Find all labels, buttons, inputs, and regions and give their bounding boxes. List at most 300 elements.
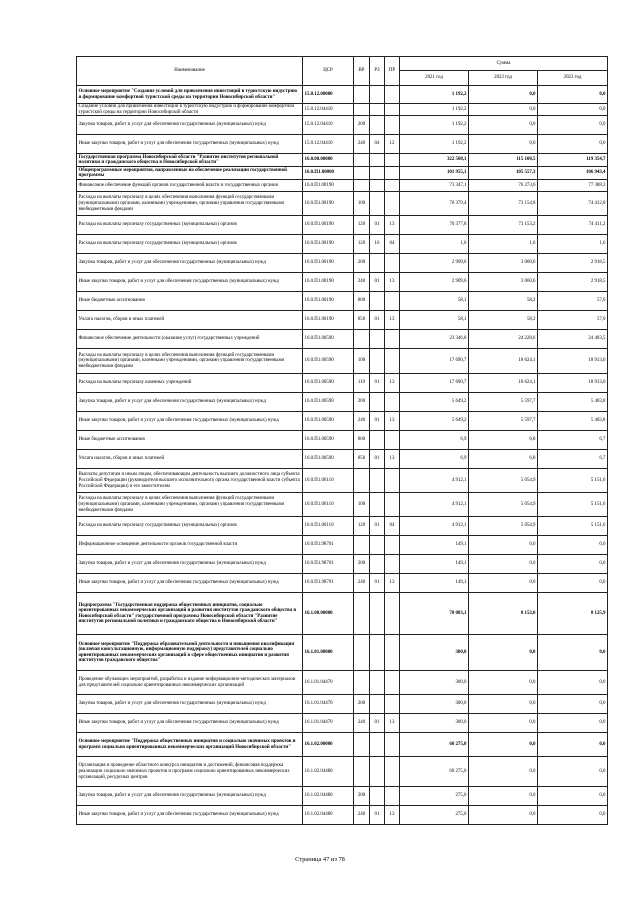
table-row [77, 517, 608, 536]
row-name: Создание условий для привлечения инвестиций в туристскую индустрию и формирование комфортной туристской среды на территории Новосибирской области [77, 104, 303, 116]
row-sum-2022: 5 054,9 [469, 469, 538, 493]
row-sum-2022: 105 557,3 [469, 167, 538, 180]
row-vr: 200 [354, 555, 370, 574]
row-csr: 16.0.П1.00190 [303, 292, 354, 311]
row-pr: 04 [385, 235, 400, 254]
row-csr: 16.1.01.00000 [303, 635, 354, 671]
row-vr: 200 [354, 787, 370, 806]
row-name: Закупка товаров, работ и услуг для обеспечения государственных (муниципальных) нужд [77, 254, 303, 273]
row-sum-2022: 5 597,7 [469, 412, 538, 431]
row-sum-2021: 1 192,2 [400, 86, 469, 104]
table-row [77, 135, 608, 154]
row-pr [385, 787, 400, 806]
row-name: Организация и проведение областного конкурса инициатив и достижений, финансовая поддержка реализации социально значимых проектов и программ социально ориентированных некоммерческих организаций, ресурсных центров [77, 757, 303, 787]
row-pr [385, 469, 400, 493]
row-sum-2023: 0,0 [538, 104, 608, 116]
row-name: Основное мероприятие "Поддержка общественных инициатив и социально значимых проектов и программ социально ориентированных некоммерческих организаций Новосибирской области" [77, 733, 303, 757]
row-sum-2022: 0,0 [469, 104, 538, 116]
row-sum-2023: 6,7 [538, 431, 608, 450]
row-sum-2023: 0,0 [538, 555, 608, 574]
row-sum-2023: 18 913,0 [538, 349, 608, 374]
row-sum-2022: 73 153,2 [469, 216, 538, 235]
row-csr: 15.0.12.04410 [303, 116, 354, 135]
header-csr: ЦСР [303, 57, 354, 86]
table-row [77, 235, 608, 254]
row-sum-2021: 17 690,7 [400, 374, 469, 393]
row-rz: 01 [370, 806, 385, 825]
row-name: Уплата налогов, сборов и иных платежей [77, 311, 303, 330]
row-name: Иные закупки товаров, работ и услуг для обеспечения государственных (муниципальных) нужд [77, 412, 303, 431]
row-pr: 13 [385, 311, 400, 330]
row-name: Общепрограммные мероприятия, направленные на обеспечение реализации государственной программы [77, 167, 303, 180]
row-rz [370, 635, 385, 671]
row-csr: 16.1.00.00000 [303, 593, 354, 635]
row-name: Основное мероприятие "Создание условий для привлечения инвестиций в туристскую индустрию и формирование комфортной туристской среды на территории Новосибирской области" [77, 86, 303, 104]
row-name: Расходы на выплаты персоналу в целях обеспечения выполнения функций государственными (муниципальными) органами, казенными учреждениями, органами управления государственными внебюджетными фондами [77, 192, 303, 216]
row-vr [354, 671, 370, 695]
row-rz [370, 116, 385, 135]
row-csr: 16.0.П1.00590 [303, 349, 354, 374]
row-pr [385, 154, 400, 167]
row-pr [385, 671, 400, 695]
row-sum-2021: 70 377,8 [400, 216, 469, 235]
row-sum-2022: 73 154,8 [469, 192, 538, 216]
row-vr [354, 104, 370, 116]
row-sum-2023: 5 483,8 [538, 393, 608, 412]
row-pr [385, 86, 400, 104]
row-sum-2021: 149,1 [400, 555, 469, 574]
row-csr: 16.0.П1.00190 [303, 235, 354, 254]
row-sum-2022: 0,0 [469, 635, 538, 671]
table-row [77, 574, 608, 593]
row-vr: 240 [354, 806, 370, 825]
row-sum-2022: 18 624,1 [469, 349, 538, 374]
row-csr: 16.0.П1.00590 [303, 393, 354, 412]
row-vr: 100 [354, 493, 370, 517]
row-sum-2023: 24 403,5 [538, 330, 608, 349]
table-row [77, 671, 608, 695]
row-csr: 16.0.П1.00190 [303, 216, 354, 235]
table-row [77, 180, 608, 192]
table-row [77, 493, 608, 517]
row-sum-2023: 0,0 [538, 574, 608, 593]
table-row [77, 216, 608, 235]
row-vr [354, 536, 370, 555]
row-csr: 16.0.П1.00000 [303, 167, 354, 180]
row-sum-2023: 0,0 [538, 135, 608, 154]
row-sum-2022: 0,0 [469, 555, 538, 574]
row-rz: 01 [370, 412, 385, 431]
row-csr: 16.1.01.04470 [303, 695, 354, 714]
row-vr [354, 469, 370, 493]
row-vr: 240 [354, 412, 370, 431]
table-header [77, 57, 608, 86]
row-pr [385, 292, 400, 311]
row-sum-2021: 5 649,2 [400, 393, 469, 412]
table-row [77, 787, 608, 806]
table-row [77, 349, 608, 374]
row-sum-2022: 1,6 [469, 235, 538, 254]
row-sum-2022: 0,0 [469, 86, 538, 104]
row-pr [385, 349, 400, 374]
row-pr [385, 757, 400, 787]
row-rz [370, 330, 385, 349]
row-csr: 16.0.П1.00190 [303, 180, 354, 192]
row-rz [370, 431, 385, 450]
row-sum-2021: 17 690,7 [400, 349, 469, 374]
row-csr: 16.0.П1.00190 [303, 311, 354, 330]
row-pr [385, 593, 400, 635]
row-vr [354, 330, 370, 349]
row-csr: 16.0.П1.06110 [303, 493, 354, 517]
table-row [77, 714, 608, 733]
row-vr: 240 [354, 273, 370, 292]
row-sum-2022: 58,2 [469, 311, 538, 330]
row-name: Расходы на выплаты персоналу государственных (муниципальных) органов [77, 517, 303, 536]
header-rz: РЗ [370, 57, 385, 86]
row-sum-2021: 58,1 [400, 292, 469, 311]
row-sum-2023: 0,0 [538, 757, 608, 787]
row-name: Закупка товаров, работ и услуг для обеспечения государственных (муниципальных) нужд [77, 787, 303, 806]
table-row [77, 635, 608, 671]
row-sum-2023: 0,0 [538, 733, 608, 757]
table-row [77, 555, 608, 574]
row-sum-2023: 57,0 [538, 311, 608, 330]
row-sum-2022: 0,0 [469, 116, 538, 135]
row-sum-2023: 2 918,5 [538, 273, 608, 292]
row-pr [385, 192, 400, 216]
row-csr: 16.1.02.04480 [303, 757, 354, 787]
row-vr: 200 [354, 254, 370, 273]
row-vr: 120 [354, 517, 370, 536]
row-name: Расходы на выплаты персоналу в целях обеспечения выполнения функций государственными (муниципальными) органами, казенными учреждениями, органами управления государственными внебюджетными фондами [77, 349, 303, 374]
row-name: Закупка товаров, работ и услуг для обеспечения государственных (муниципальных) нужд [77, 393, 303, 412]
row-sum-2021: 149,1 [400, 574, 469, 593]
row-name: Иные бюджетные ассигнования [77, 292, 303, 311]
row-sum-2023: 0,0 [538, 806, 608, 825]
row-name: Иные закупки товаров, работ и услуг для обеспечения государственных (муниципальных) нужд [77, 714, 303, 733]
row-sum-2022: 5 054,9 [469, 493, 538, 517]
row-rz [370, 671, 385, 695]
row-rz [370, 86, 385, 104]
row-name: Информационное освещение деятельности органов государственной власти [77, 536, 303, 555]
row-sum-2022: 0,0 [469, 671, 538, 695]
row-sum-2023: 5 151,6 [538, 517, 608, 536]
row-name: Проведение обучающих мероприятий, разработка и издание информационно-методических материалов для представителей социально ориентированных некоммерческих организаций [77, 671, 303, 695]
row-pr: 13 [385, 216, 400, 235]
row-rz [370, 757, 385, 787]
table-row [77, 192, 608, 216]
table-row [77, 733, 608, 757]
row-sum-2022: 58,2 [469, 292, 538, 311]
row-pr [385, 254, 400, 273]
row-rz [370, 104, 385, 116]
row-pr [385, 555, 400, 574]
row-sum-2021: 101 955,1 [400, 167, 469, 180]
row-vr: 240 [354, 714, 370, 733]
row-sum-2021: 300,0 [400, 671, 469, 695]
row-sum-2022: 0,0 [469, 574, 538, 593]
row-vr: 240 [354, 574, 370, 593]
row-sum-2023: 5 151,6 [538, 469, 608, 493]
row-csr: 16.0.П1.00590 [303, 450, 354, 469]
row-csr: 16.1.02.04480 [303, 806, 354, 825]
row-vr: 200 [354, 695, 370, 714]
table-row [77, 469, 608, 493]
header-year-2022: 2022 год [469, 71, 538, 86]
row-name: Подпрограмма "Государственная поддержка общественных инициатив, социально ориентированных некоммерческих организаций и развития институтов гражданского общества в Новосибирской области" государственной программы Новосибирской области "Развитие институтов региональной политики и гражданского общества в Новосибирской области" [77, 593, 303, 635]
row-pr [385, 116, 400, 135]
row-rz [370, 733, 385, 757]
row-name: Закупка товаров, работ и услуг для обеспечения государственных (муниципальных) нужд [77, 695, 303, 714]
row-csr: 16.0.П1.06110 [303, 517, 354, 536]
header-pr: ПР [385, 57, 400, 86]
row-sum-2023: 119 354,7 [538, 154, 608, 167]
row-csr: 15.0.12.00000 [303, 86, 354, 104]
row-csr: 16.0.П1.00590 [303, 431, 354, 450]
row-sum-2022: 24 228,6 [469, 330, 538, 349]
row-sum-2021: 6,9 [400, 431, 469, 450]
row-sum-2023: 5 151,6 [538, 493, 608, 517]
row-sum-2021: 4 912,1 [400, 517, 469, 536]
row-rz [370, 254, 385, 273]
row-sum-2021: 70 379,4 [400, 192, 469, 216]
row-sum-2022: 0,0 [469, 135, 538, 154]
row-sum-2021: 300,0 [400, 695, 469, 714]
row-rz [370, 292, 385, 311]
row-sum-2023: 0,0 [538, 536, 608, 555]
table-row [77, 593, 608, 635]
row-pr [385, 330, 400, 349]
row-pr: 13 [385, 714, 400, 733]
row-sum-2023: 2 918,5 [538, 254, 608, 273]
row-vr: 100 [354, 349, 370, 374]
row-sum-2021: 1 192,2 [400, 116, 469, 135]
row-sum-2022: 5 054,9 [469, 517, 538, 536]
row-sum-2022: 18 624,1 [469, 374, 538, 393]
row-sum-2021: 5 649,2 [400, 412, 469, 431]
row-sum-2022: 3 060,6 [469, 254, 538, 273]
row-name: Финансовое обеспечение функций органов государственной власти и государственных органов [77, 180, 303, 192]
row-pr: 12 [385, 135, 400, 154]
table-row [77, 536, 608, 555]
row-rz [370, 555, 385, 574]
row-pr: 13 [385, 412, 400, 431]
table-row [77, 374, 608, 393]
row-sum-2023: 0,0 [538, 787, 608, 806]
row-sum-2021: 300,0 [400, 635, 469, 671]
row-sum-2021: 73 347,1 [400, 180, 469, 192]
table-row [77, 254, 608, 273]
row-name: Иные бюджетные ассигнования [77, 431, 303, 450]
row-csr: 16.1.02.00000 [303, 733, 354, 757]
row-csr: 16.0.П1.06110 [303, 469, 354, 493]
row-pr [385, 431, 400, 450]
row-csr: 16.0.П1.00590 [303, 374, 354, 393]
row-sum-2022: 6,8 [469, 450, 538, 469]
row-sum-2022: 0,0 [469, 757, 538, 787]
row-vr: 120 [354, 216, 370, 235]
row-sum-2021: 60 275,0 [400, 733, 469, 757]
row-sum-2021: 1,6 [400, 235, 469, 254]
row-rz: 10 [370, 235, 385, 254]
table-row [77, 292, 608, 311]
row-name: Иные закупки товаров, работ и услуг для обеспечения государственных (муниципальных) нужд [77, 273, 303, 292]
row-sum-2021: 58,1 [400, 311, 469, 330]
row-vr [354, 757, 370, 787]
row-name: Иные закупки товаров, работ и услуг для обеспечения государственных (муниципальных) нужд [77, 135, 303, 154]
row-rz: 01 [370, 574, 385, 593]
row-sum-2021: 275,0 [400, 806, 469, 825]
row-csr: 16.0.П1.00190 [303, 254, 354, 273]
row-sum-2023: 74 411,2 [538, 216, 608, 235]
row-pr [385, 104, 400, 116]
row-sum-2021: 6,9 [400, 450, 469, 469]
row-csr: 16.0.П1.00190 [303, 273, 354, 292]
row-name: Закупка товаров, работ и услуг для обеспечения государственных (муниципальных) нужд [77, 555, 303, 574]
row-rz: 01 [370, 714, 385, 733]
header-year-2023: 2023 год [538, 71, 608, 86]
row-sum-2022: 3 060,6 [469, 273, 538, 292]
row-sum-2021: 4 912,1 [400, 469, 469, 493]
row-pr [385, 536, 400, 555]
row-vr: 800 [354, 292, 370, 311]
row-vr: 110 [354, 374, 370, 393]
row-name: Выплаты депутатам и иным лицам, обеспечивающим деятельность высшего должностного лица субъекта Российской Федерации (руководителя высшего исполнительного органа государственной власти субъекта Российской Федерации) и его заместителям [77, 469, 303, 493]
row-sum-2021: 2 909,6 [400, 254, 469, 273]
row-sum-2022: 6,8 [469, 431, 538, 450]
row-sum-2021: 2 909,6 [400, 273, 469, 292]
row-name: Иные закупки товаров, работ и услуг для обеспечения государственных (муниципальных) нужд [77, 574, 303, 593]
table-row [77, 695, 608, 714]
row-sum-2021: 70 083,1 [400, 593, 469, 635]
row-sum-2021: 60 275,0 [400, 757, 469, 787]
row-rz: 01 [370, 216, 385, 235]
row-sum-2022: 8 153,0 [469, 593, 538, 635]
row-vr [354, 593, 370, 635]
row-name: Основное мероприятие "Поддержка образовательной деятельности и повышения квалификации (включая консультационную, информационную поддержку) представителей социально ориентированных некоммерческих организаций в сфере общественных инициатив и развития институтов гражданского общества" [77, 635, 303, 671]
row-pr [385, 393, 400, 412]
row-sum-2022: 76 273,6 [469, 180, 538, 192]
table-row [77, 412, 608, 431]
row-sum-2023: 18 913,0 [538, 374, 608, 393]
row-pr: 13 [385, 574, 400, 593]
row-pr: 13 [385, 450, 400, 469]
table-row [77, 757, 608, 787]
row-name: Закупка товаров, работ и услуг для обеспечения государственных (муниципальных) нужд [77, 116, 303, 135]
table-row [77, 273, 608, 292]
row-csr: 16.0.П1.00590 [303, 412, 354, 431]
row-csr: 16.0.П1.98701 [303, 574, 354, 593]
row-sum-2022: 0,0 [469, 733, 538, 757]
row-vr: 120 [354, 235, 370, 254]
row-sum-2023: 106 943,4 [538, 167, 608, 180]
row-sum-2022: 0,0 [469, 787, 538, 806]
table-row [77, 806, 608, 825]
row-sum-2021: 23 346,8 [400, 330, 469, 349]
table-body [77, 86, 608, 825]
row-rz [370, 469, 385, 493]
row-sum-2023: 77 388,3 [538, 180, 608, 192]
row-pr [385, 695, 400, 714]
row-rz [370, 192, 385, 216]
row-sum-2021: 4 912,1 [400, 493, 469, 517]
row-rz [370, 393, 385, 412]
row-sum-2022: 0,0 [469, 714, 538, 733]
row-name: Расходы на выплаты персоналу в целях обеспечения выполнения функций государственными (муниципальными) органами, казенными учреждениями, органами управления государственными внебюджетными фондами [77, 493, 303, 517]
row-rz [370, 787, 385, 806]
row-sum-2022: 5 597,7 [469, 393, 538, 412]
row-sum-2022: 0,0 [469, 695, 538, 714]
row-vr [354, 154, 370, 167]
row-csr: 16.0.П1.98701 [303, 555, 354, 574]
row-sum-2021: 1 192,2 [400, 104, 469, 116]
row-pr [385, 167, 400, 180]
row-vr: 850 [354, 450, 370, 469]
row-csr: 16.0.П1.00190 [303, 192, 354, 216]
row-name: Расходы на выплаты персоналу государственных (муниципальных) органов [77, 235, 303, 254]
header-year-2021: 2021 год [400, 71, 469, 86]
row-pr: 13 [385, 374, 400, 393]
row-csr: 16.0.П1.00590 [303, 330, 354, 349]
row-csr: 16.1.01.04470 [303, 714, 354, 733]
row-sum-2023: 74 412,8 [538, 192, 608, 216]
row-sum-2023: 5 483,8 [538, 412, 608, 431]
row-sum-2023: 1,6 [538, 235, 608, 254]
row-rz [370, 167, 385, 180]
row-rz [370, 536, 385, 555]
header-name: Наименование [77, 57, 303, 86]
row-csr: 16.0.00.00000 [303, 154, 354, 167]
budget-table [76, 56, 608, 825]
row-rz [370, 695, 385, 714]
row-name: Расходы на выплаты персоналу государственных (муниципальных) органов [77, 216, 303, 235]
row-name: Финансовое обеспечение деятельности (оказания услуг) государственных учреждений [77, 330, 303, 349]
row-sum-2021: 149,1 [400, 536, 469, 555]
row-name: Иные закупки товаров, работ и услуг для обеспечения государственных (муниципальных) нужд [77, 806, 303, 825]
row-rz [370, 349, 385, 374]
table-row [77, 154, 608, 167]
row-vr: 800 [354, 431, 370, 450]
row-pr [385, 733, 400, 757]
row-sum-2021: 275,0 [400, 787, 469, 806]
row-vr: 850 [354, 311, 370, 330]
row-rz [370, 593, 385, 635]
table-row [77, 431, 608, 450]
row-vr [354, 733, 370, 757]
row-rz [370, 154, 385, 167]
row-vr: 200 [354, 116, 370, 135]
row-rz: 01 [370, 273, 385, 292]
row-vr [354, 86, 370, 104]
page-number: Страница 47 из 78 [295, 856, 345, 863]
row-sum-2023: 0,0 [538, 671, 608, 695]
table-row [77, 311, 608, 330]
row-pr [385, 635, 400, 671]
row-rz: 01 [370, 374, 385, 393]
row-csr: 15.0.12.04410 [303, 104, 354, 116]
row-pr [385, 493, 400, 517]
row-sum-2023: 6,7 [538, 450, 608, 469]
row-name: Уплата налогов, сборов и иных платежей [77, 450, 303, 469]
row-sum-2021: 300,0 [400, 714, 469, 733]
row-sum-2021: 1 192,2 [400, 135, 469, 154]
row-sum-2022: 0,0 [469, 806, 538, 825]
row-rz [370, 180, 385, 192]
row-sum-2023: 0,0 [538, 116, 608, 135]
row-vr: 240 [354, 135, 370, 154]
row-sum-2023: 8 125,9 [538, 593, 608, 635]
